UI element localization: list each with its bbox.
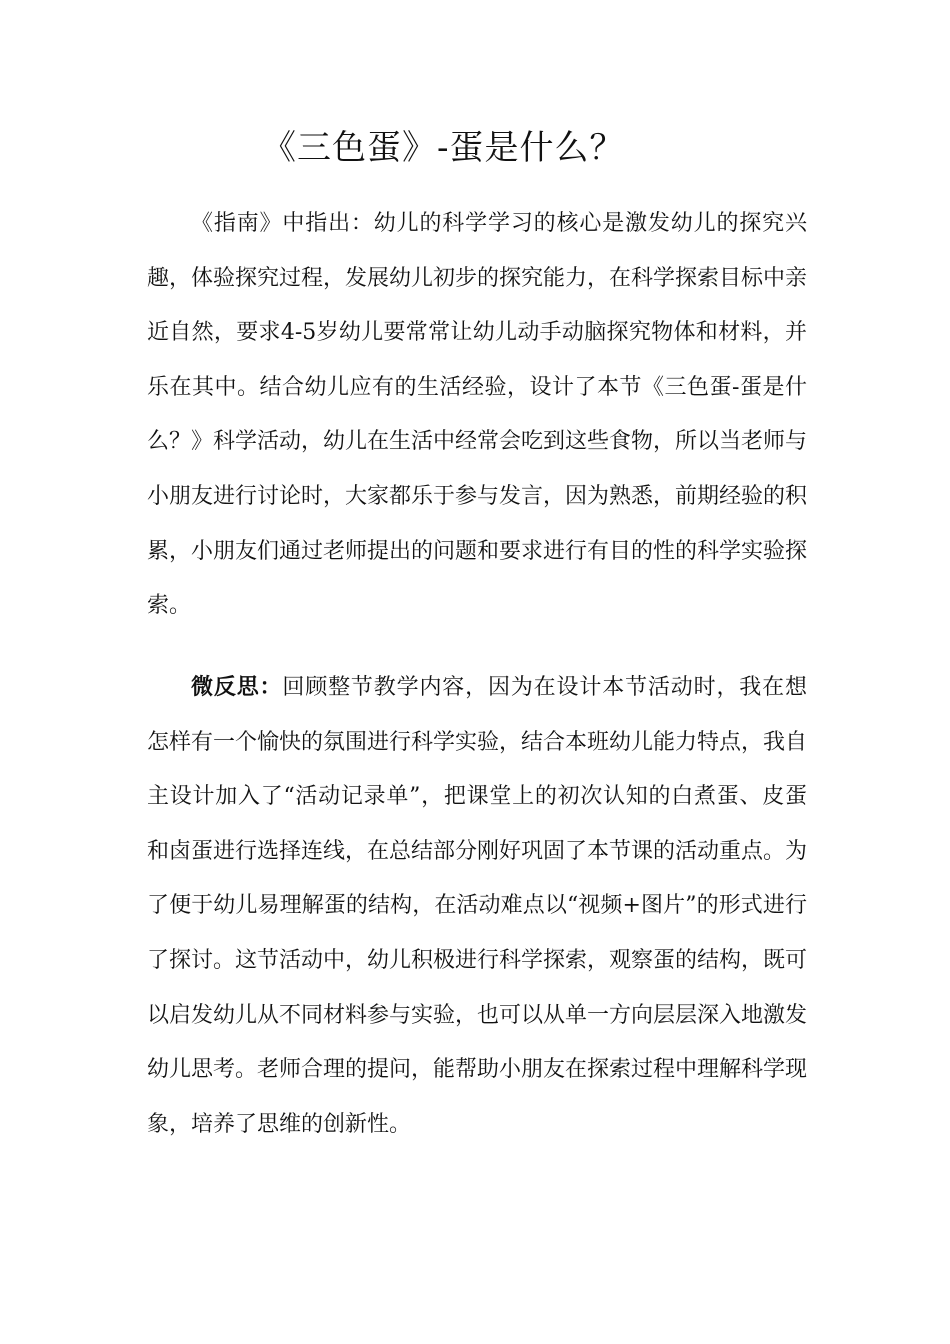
paragraph-guide-text: 《指南》中指出：幼儿的科学学习的核心是激发幼儿的探究兴趣，体验探究过程，发展幼儿初步的探究能力，在科学探索目标中亲近自然，要求4-5岁幼儿要常常让幼儿动手动脑探究物体和材料，并乐在其中。结合幼儿应有的生活经验，设计了本节《三色蛋-蛋是什么？》科学活动，幼儿在生活中经常会吃到这些食物，所以当老师与小朋友进行讨论时，大家都乐于参与发言，因为熟悉，前期经验的积累，小朋友们通过老师提出的问题和要求进行有目的性的科学实验探索。 <box>147 211 808 619</box>
paragraph-guide <box>147 197 807 634</box>
document-title: 《三色蛋》-蛋是什么？ <box>262 128 625 168</box>
reflection-lead-label: 微反思： <box>191 674 283 700</box>
paragraph-reflection <box>147 660 807 1152</box>
paragraph-reflection-text: 回顾整节教学内容，因为在设计本节活动时，我在想怎样有一个愉快的氛围进行科学实验，结合本班幼儿能力特点，我自主设计加入了“活动记录单”，把课堂上的初次认知的白煮蛋、皮蛋和卤蛋进行选择连线，在总结部分刚好巩固了本节课的活动重点。为了便于幼儿易理解蛋的结构，在活动难点以“视频+图片”的形式进行了探讨。这节活动中，幼儿积极进行科学探索，观察蛋的结构，既可以启发幼儿从不同材料参与实验，也可以从单一方向层层深入地激发幼儿思考。老师合理的提问，能帮助小朋友在探索过程中理解科学现象，培养了思维的创新性。 <box>147 675 808 1137</box>
